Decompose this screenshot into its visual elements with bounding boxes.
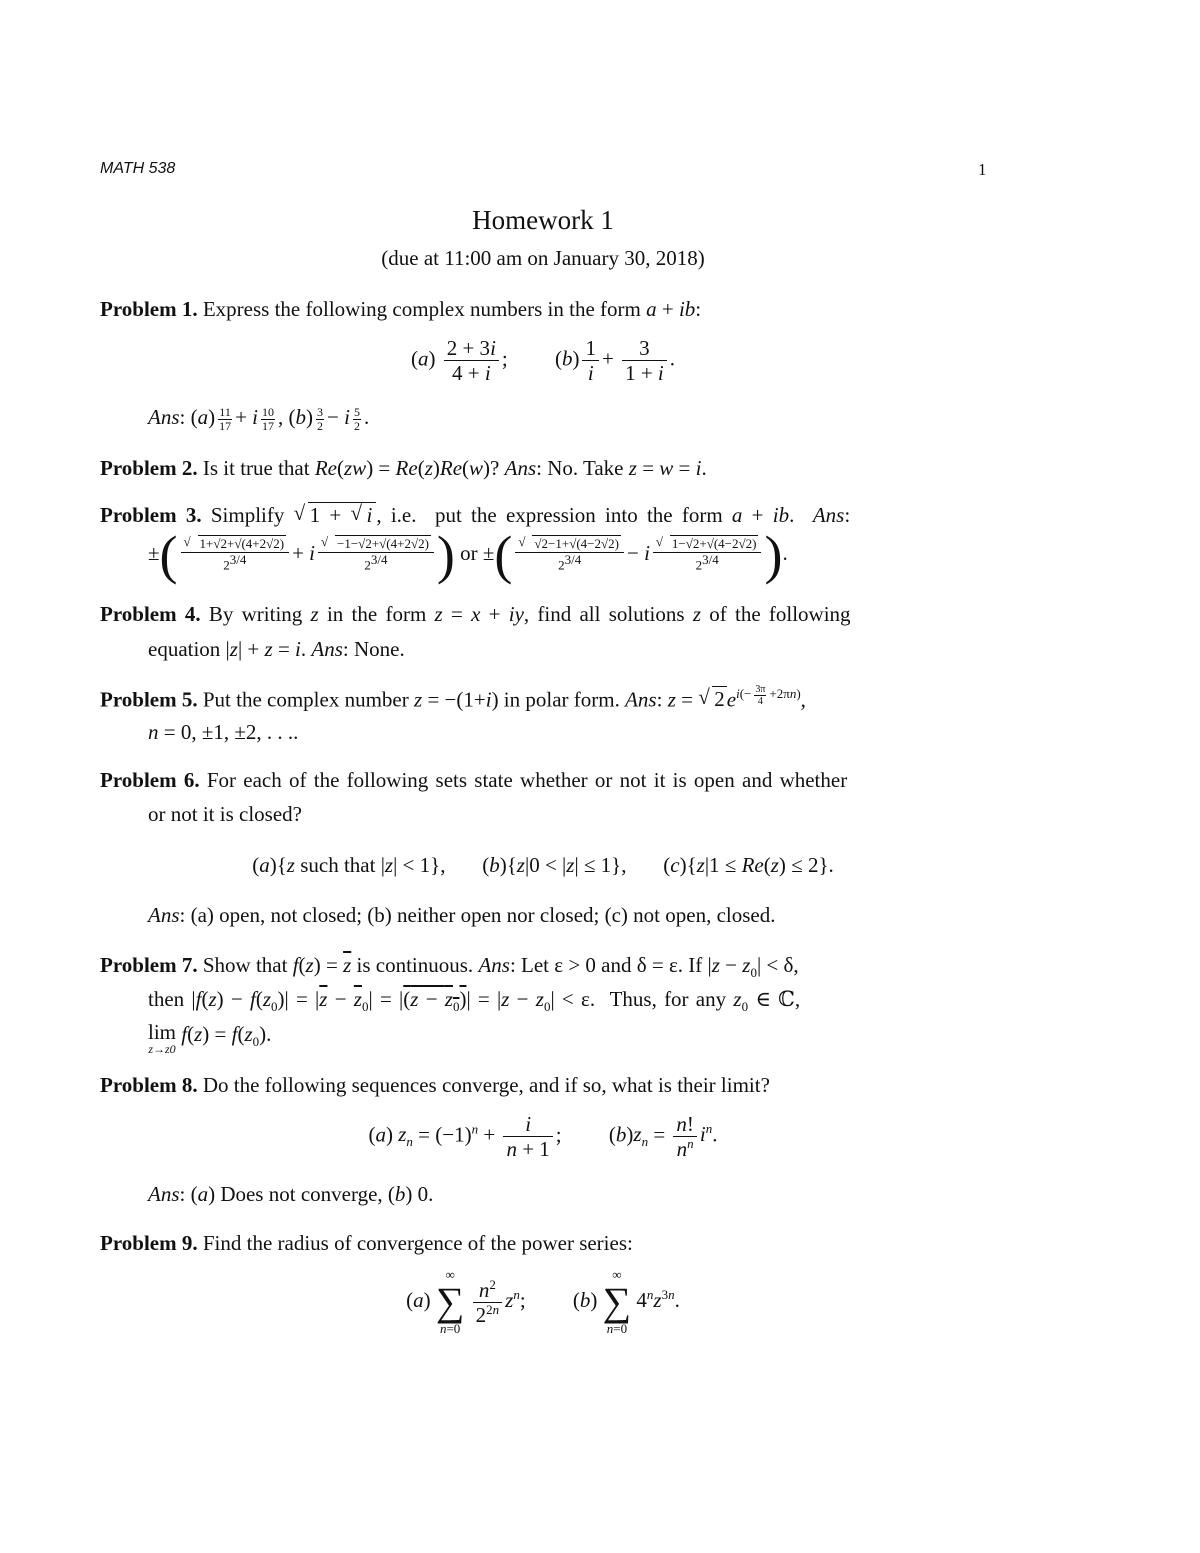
problem-3-statement: Problem 3. Simplify √ 1 + √ i , i.e. put the expression into the form a + ib. Ans: bbox=[100, 503, 850, 528]
course-header: MATH 538 bbox=[100, 160, 176, 177]
problem-5-statement: Problem 5. Put the complex number z = −(1+i) in polar form. Ans: z = √ $2e^{i(- \frac{3\pi}{4} +2\pi n)}$, bbox=[100, 684, 806, 712]
problem-8-answer: Ans: (a) Does not converge, (b) 0. bbox=[148, 1182, 434, 1206]
problem-8-label: Problem 8. bbox=[100, 1073, 198, 1097]
problem-5-continuation: n = 0, ±1, ±2, . . .. bbox=[148, 720, 299, 744]
page-title: Homework 1 bbox=[472, 205, 614, 235]
problem-7-statement: Problem 7. Show that $f(z) = \overline{z}$ is continuous. Ans: Let ε > 0 and δ = ε. If $|z - z_0| < \delta$, bbox=[100, 953, 799, 981]
problem-3-answer: ±( √ $\frac{1+√2+√(4+2√2)}{2^{3/4}}$ + i √ $\frac{-1-√2+√(4+2√2)}{2^{3/4}}$ ) or ±( √ $\frac{√2-1+√(4-2√2)}{2^{3/4}}$ − i √ $\frac{1-√2+√(4-2√2)}{2^{3/4}}$ ). bbox=[148, 528, 788, 582]
problem-3-label: Problem 3. bbox=[100, 503, 202, 527]
problem-1-label: Problem 1. bbox=[100, 297, 198, 321]
page-number: 1 bbox=[978, 160, 987, 179]
problem-2-label: Problem 2. bbox=[100, 456, 198, 480]
problem-6-answer: Ans: (a) open, not closed; (b) neither open nor closed; (c) not open, closed. bbox=[148, 903, 776, 927]
problem-5-label: Problem 5. bbox=[100, 687, 198, 712]
problem-6-label: Problem 6. bbox=[100, 768, 200, 792]
problem-9-text: Find the radius of convergence of the power series: bbox=[202, 1231, 633, 1255]
problem-6-statement: Problem 6. For each of the following sets state whether or not it is open and whether bbox=[100, 768, 848, 792]
problem-9-statement bbox=[100, 1231, 633, 1256]
problem-9-label: Problem 9. bbox=[100, 1231, 198, 1255]
problem-7-limit: lim z→z0 $f(z) = f(z_0)$. bbox=[148, 1020, 272, 1056]
problem-8-sequences: (a) $z_n = (-1)^n$ + $\frac{i}{n + 1}$ ; $(b)z_n$ = $\frac{n!}{n^n}$ $i^n$. bbox=[368, 1112, 718, 1162]
problem-8-statement bbox=[100, 1073, 770, 1098]
problem-4-label: Problem 4. bbox=[100, 602, 201, 626]
problem-6-sets: (a){z such that |z| < 1}, (b){z|0 < |z| ≤ 1}, (c){z|1 ≤ Re(z) ≤ 2}. bbox=[252, 853, 834, 877]
problem-1-expressions: (a) $\frac{2 + 3i}{4 + i}$ ; (b) $\frac{1}{i}$ + $\frac{3}{1 + i}$ . bbox=[410, 336, 676, 386]
problem-6-continuation: or not it is closed? bbox=[148, 802, 302, 826]
problem-1-answer: Ans: (a) $\frac{11}{17}$ + i $\frac{10}{17}$ , (b) $\frac{3}{2}$ − i $\frac{5}{2}$ . bbox=[148, 404, 370, 433]
problem-7-continuation: then $|f(z) - f(z_0)| = |\overline{z} - \overline{z}_0| = |(z - z_0)| = |z - z_0| < \varepsilon$. Thus, for any $z_0$ ∈ ℂ, bbox=[148, 987, 801, 1015]
problem-9-series: (a) ∞ ∑ n=0 $\frac{n^2}{2^{2n}}$ $z^n$; (b) ∞ ∑ n=0 $4^nz^{3n}$. bbox=[406, 1267, 680, 1337]
problem-4-statement: Problem 4. By writing z in the form z = x + iy, find all solutions z of the following bbox=[100, 602, 851, 626]
problem-2-statement: Problem 2. Is it true that Re(zw) = Re(z)Re(w)? Ans: No. Take z = w = i. bbox=[100, 456, 707, 480]
problem-4-continuation: equation |z| + z = i. Ans: None. bbox=[148, 637, 405, 661]
problem-7-label: Problem 7. bbox=[100, 953, 198, 977]
problem-1-statement: Problem 1. Express the following complex numbers in the form a + ib: bbox=[100, 297, 702, 321]
limit-subscript: z→z0 bbox=[148, 1042, 176, 1056]
due-date-subtitle: (due at 11:00 am on January 30, 2018) bbox=[381, 246, 705, 270]
problem-8-text: Do the following sequences converge, and if so, what is their limit? bbox=[202, 1073, 770, 1097]
